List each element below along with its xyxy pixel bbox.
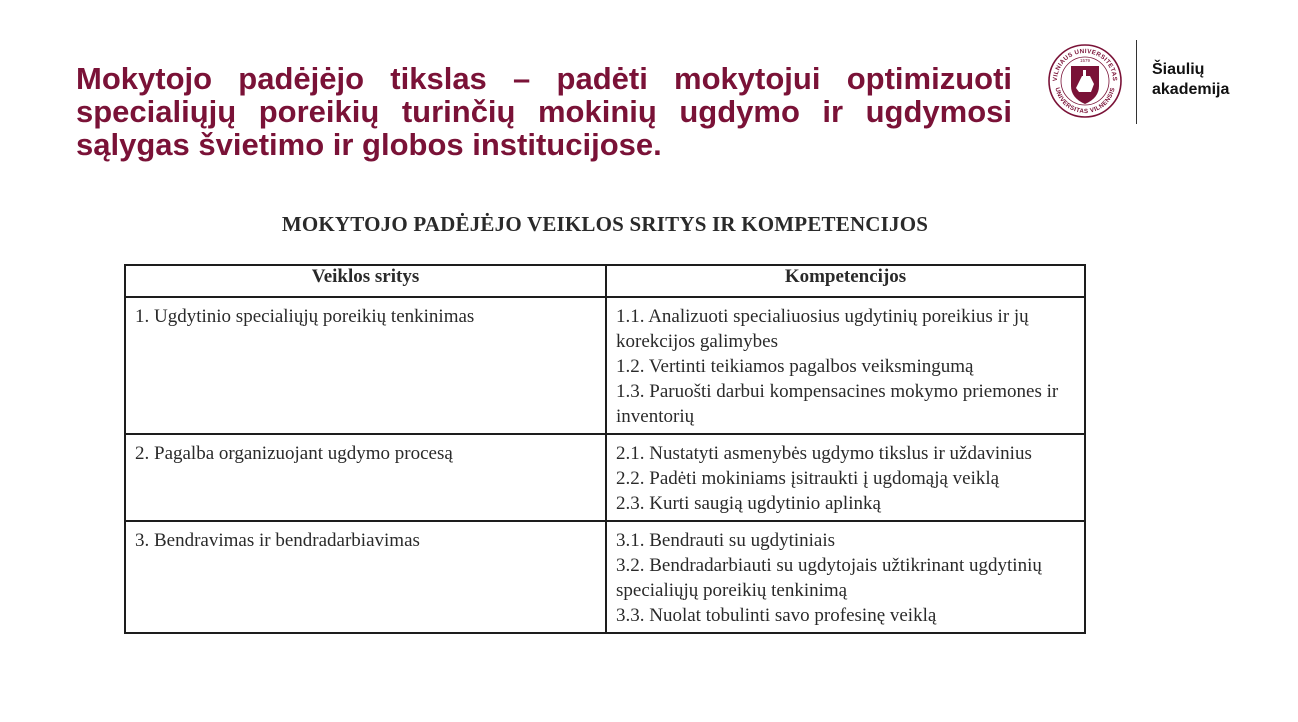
competence-item: 3.1. Bendrauti su ugdytiniais	[616, 530, 836, 551]
academy-name-line2: akademija	[1152, 81, 1230, 98]
activity-area-cell: 1. Ugdytinio specialiųjų poreikių tenkinimas	[125, 297, 606, 434]
logo-divider	[1136, 40, 1137, 124]
competence-item: 2.2. Padėti mokiniams įsitraukti į ugdomąją veiklą	[616, 468, 1000, 489]
activity-areas-table	[124, 264, 1086, 634]
competences-cell	[606, 434, 1085, 521]
competence-item: 1.2. Vertinti teikiamos pagalbos veiksmingumą	[616, 356, 974, 377]
header-competences: Kompetencijos	[606, 265, 1085, 297]
header-activity-areas: Veiklos sritys	[125, 265, 606, 297]
table-row	[125, 297, 1085, 434]
competence-item: 3.3. Nuolat tobulinti savo profesinę veiklą	[616, 605, 937, 626]
competence-item: 2.1. Nustatyti asmenybės ugdymo tikslus ir uždavinius	[616, 443, 1032, 464]
seal-text-bottom: UNIVERSITAS VILNENSIS	[1053, 86, 1117, 116]
competences-cell	[606, 297, 1085, 434]
seal-year: 1579	[1079, 58, 1091, 63]
activity-area-cell: 2. Pagalba organizuojant ugdymo procesą	[125, 434, 606, 521]
university-seal-icon	[1046, 36, 1124, 126]
table-header-row	[125, 265, 1085, 297]
table-row	[125, 434, 1085, 521]
table-caption: MOKYTOJO PADĖJĖJO VEIKLOS SRITYS IR KOMPETENCIJOS	[281, 212, 929, 236]
slide-title: Mokytojo padėjėjo tikslas – padėti mokytojui optimizuoti specialiųjų poreikių turinčių mokinių ugdymo ir ugdymosi sąlygas švietimo ir globos institucijose.	[76, 61, 1012, 162]
competence-item: 1.3. Paruošti darbui kompensacines mokymo priemones ir inventorių	[616, 381, 1059, 427]
competences-cell	[606, 521, 1085, 633]
competence-item: 2.3. Kurti saugią ugdytinio aplinką	[616, 493, 881, 514]
competence-item: 3.2. Bendradarbiauti su ugdytojais užtikrinant ugdytinių specialiųjų poreikių tenkinimą	[616, 555, 1042, 601]
university-logo	[1046, 36, 1266, 128]
academy-name	[1152, 60, 1229, 100]
table-row	[125, 521, 1085, 633]
academy-name-line1: Šiaulių	[1152, 61, 1205, 78]
competence-item: 1.1. Analizuoti specialiuosius ugdytinių poreikius ir jų korekcijos galimybes	[616, 306, 1029, 352]
seal-text-top: VILNIAUS UNIVERSITETAS	[1051, 47, 1119, 82]
activity-area-cell: 3. Bendravimas ir bendradarbiavimas	[125, 521, 606, 633]
